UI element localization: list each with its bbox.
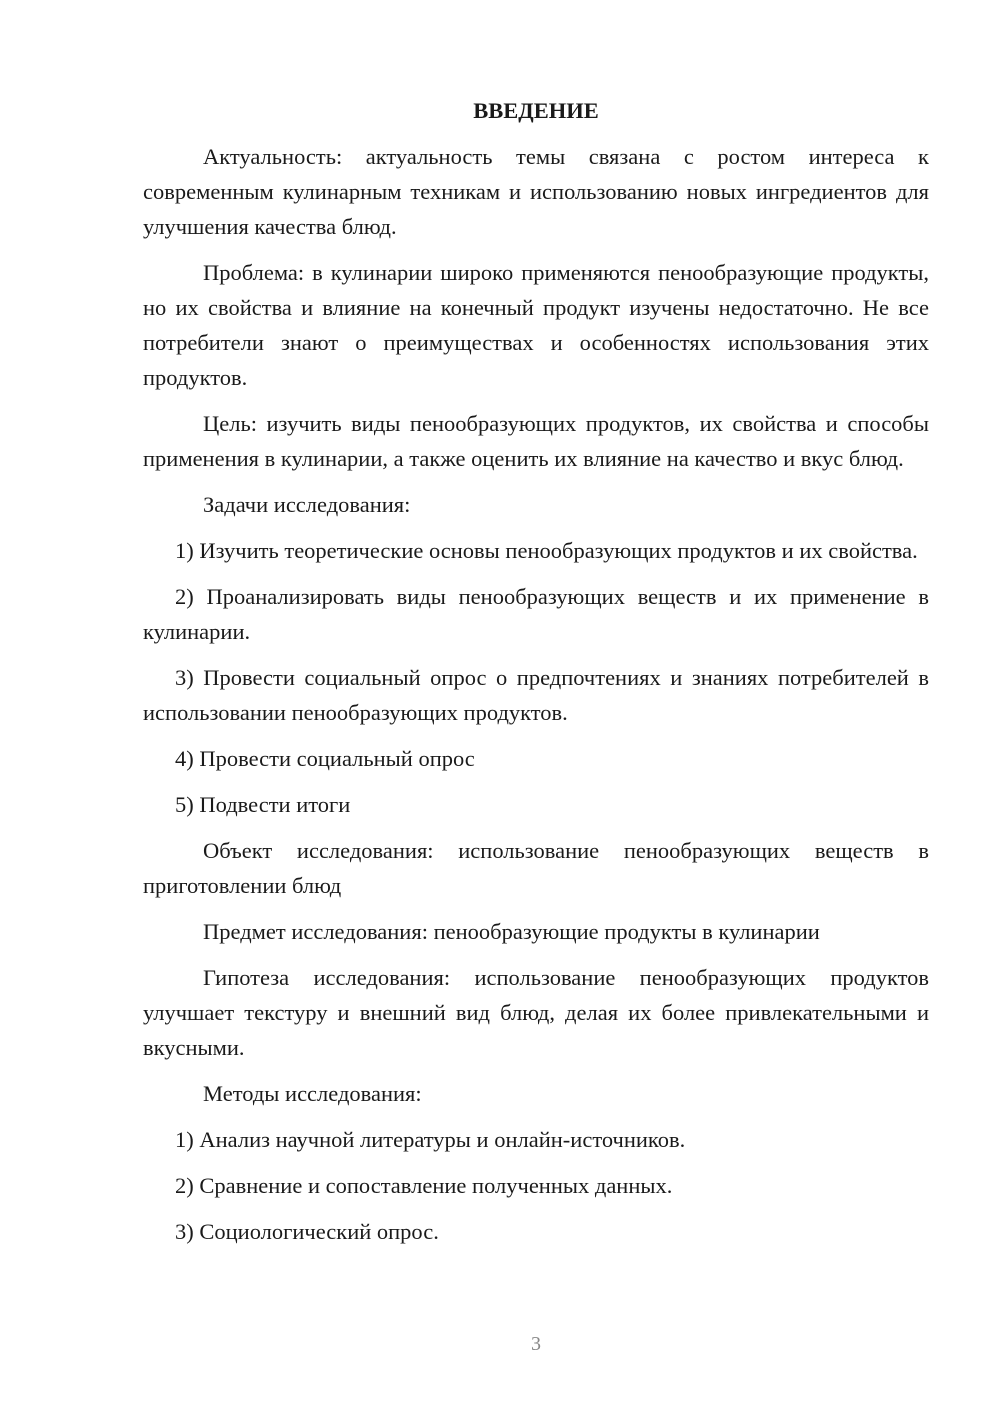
method-item: 3) Социологический опрос. bbox=[175, 1219, 439, 1244]
task-item: 2) Проанализировать виды пенообразующих веществ и их применение в кулинарии. bbox=[143, 584, 929, 644]
relevance-paragraph: Актуальность: актуальность темы связана с ростом интереса к современным кулинарным техникам и использованию новых ингредиентов для улучшения качества блюд. bbox=[143, 144, 929, 239]
research-hypothesis-paragraph: Гипотеза исследования: использование пенообразующих продуктов улучшает текстуру и внешний вид блюд, делая их более привлекательными и вкусными. bbox=[143, 965, 929, 1060]
page-title: ВВЕДЕНИЕ bbox=[473, 98, 599, 123]
page-number: 3 bbox=[531, 1333, 541, 1355]
methods-heading: Методы исследования: bbox=[203, 1081, 422, 1106]
task-item: 5) Подвести итоги bbox=[175, 792, 351, 817]
task-item: 4) Провести социальный опрос bbox=[175, 746, 475, 771]
document-page bbox=[143, 93, 929, 1260]
task-item: 3) Провести социальный опрос о предпочтениях и знаниях потребителей в использовании пенообразующих продуктов. bbox=[143, 665, 929, 725]
goal-paragraph: Цель: изучить виды пенообразующих продуктов, их свойства и способы применения в кулинарии, а также оценить их влияние на качество и вкус блюд. bbox=[143, 411, 929, 471]
method-item: 1) Анализ научной литературы и онлайн-источников. bbox=[175, 1127, 686, 1152]
problem-paragraph: Проблема: в кулинарии широко применяются пенообразующие продукты, но их свойства и влияние на конечный продукт изучены недостаточно. Не все потребители знают о преимуществах и особенностях использования этих продуктов. bbox=[143, 260, 929, 390]
research-subject-paragraph: Предмет исследования: пенообразующие продукты в кулинарии bbox=[203, 919, 820, 944]
task-item: 1) Изучить теоретические основы пенообразующих продуктов и их свойства. bbox=[175, 538, 918, 563]
research-object-paragraph: Объект исследования: использование пенообразующих веществ в приготовлении блюд bbox=[143, 838, 929, 898]
method-item: 2) Сравнение и сопоставление полученных данных. bbox=[175, 1173, 673, 1198]
tasks-heading: Задачи исследования: bbox=[203, 492, 411, 517]
